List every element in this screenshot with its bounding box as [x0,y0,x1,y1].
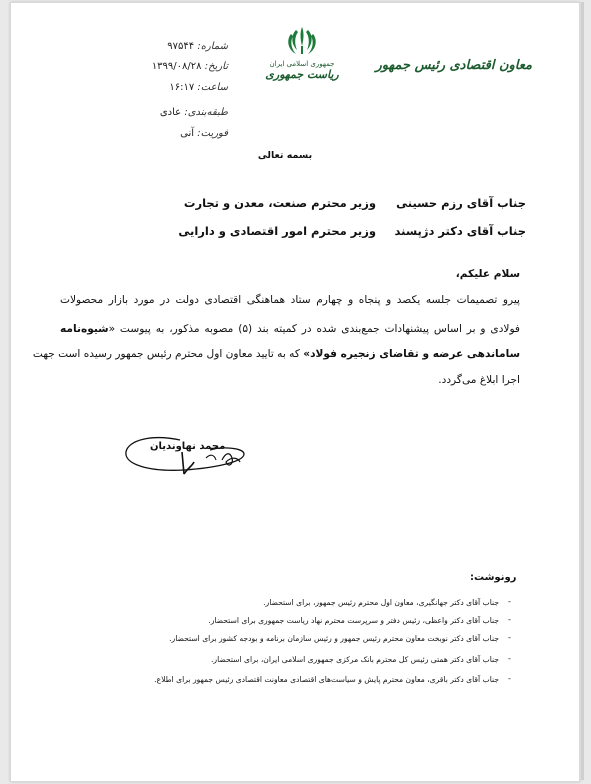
addressee-title-2: وزیر محترم امور اقتصادی و دارایی [178,224,376,238]
meta-time: ساعت: ۱۶:۱۷ [169,82,228,93]
body-line-2 [60,323,520,335]
letter-page [10,2,580,782]
body-line-3 [32,348,520,360]
cc-bullet: - [508,674,511,683]
addressee-title-1: وزیر محترم صنعت، معدن و تجارت [183,196,376,210]
cc-item-2: جناب آقای دکتر واعظی، رئیس دفتر و سرپرست محترم نهاد ریاست جمهوری برای استحضار. [208,616,499,625]
iran-emblem-icon [284,24,320,58]
cc-item-3: جناب آقای دکتر نوبخت معاون محترم رئیس جمهور و رئیس سازمان برنامه و بودجه کشور برای استحضار. [169,634,499,643]
emblem-caption-small: جمهوری اسلامی ایران [269,60,335,68]
meta-classification: طبقه‌بندی: عادی [159,107,228,118]
cc-bullet: - [508,633,511,642]
body-line-1: پیرو تصمیمات جلسه یکصد و پنجاه و چهارم ستاد هماهنگی اقتصادی دولت در مورد بازار محصولات [60,294,520,306]
attachment-title-start: شیوه‌نامه [60,323,109,335]
cc-item-4: جناب آقای دکتر همتی رئیس کل محترم بانک مرکزی جمهوری اسلامی ایران، برای استحضار. [210,655,499,664]
cc-bullet: - [508,615,511,624]
addressee-name-1: جناب آقای رزم حسینی [396,196,526,210]
bismillah: بسمه تعالی [257,150,313,161]
salutation: سلام علیکم، [455,268,520,280]
meta-date: تاریخ: ۱۳۹۹/۰۸/۲۸ [151,61,228,72]
handwritten-signature [122,432,252,478]
cc-bullet: - [508,654,511,663]
page-edge [581,2,584,780]
cc-title: رونوشت: [470,572,517,583]
office-title: معاون اقتصادی رئیس جمهور [375,58,532,73]
body-line-4: اجرا ابلاغ می‌گردد. [438,374,520,386]
body-line-2-text: فولادی و بر اساس پیشنهادات جمع‌بندی شده در کمیته بند (۵) مصوبه مذکور، به پیوست « [108,323,520,335]
emblem [262,24,342,102]
emblem-caption: ریاست جمهوری [265,68,339,81]
addressee-name-2: جناب آقای دکتر دژپسند [394,224,526,238]
signatory-name: محمد نهاوندیان [150,441,226,452]
meta-urgency: فوریت: آنی [180,128,228,139]
cc-bullet: - [508,597,511,606]
cc-item-5: جناب آقای دکتر باقری، معاون محترم پایش و سیاست‌های اقتصادی معاونت اقتصادی رئیس جمهور برای اطلاع. [154,675,499,684]
attachment-title-end: ساماندهی عرضه و تقاضای زنجیره فولاد» [303,348,520,360]
meta-number: شماره: ۹۷۵۴۴ [167,41,228,52]
cc-item-1: جناب آقای دکتر جهانگیری، معاون اول محترم رئیس جمهور، برای استحضار. [263,598,499,607]
body-line-3-text: که به تایید معاون اول محترم رئیس جمهور رسیده است جهت [32,348,304,360]
